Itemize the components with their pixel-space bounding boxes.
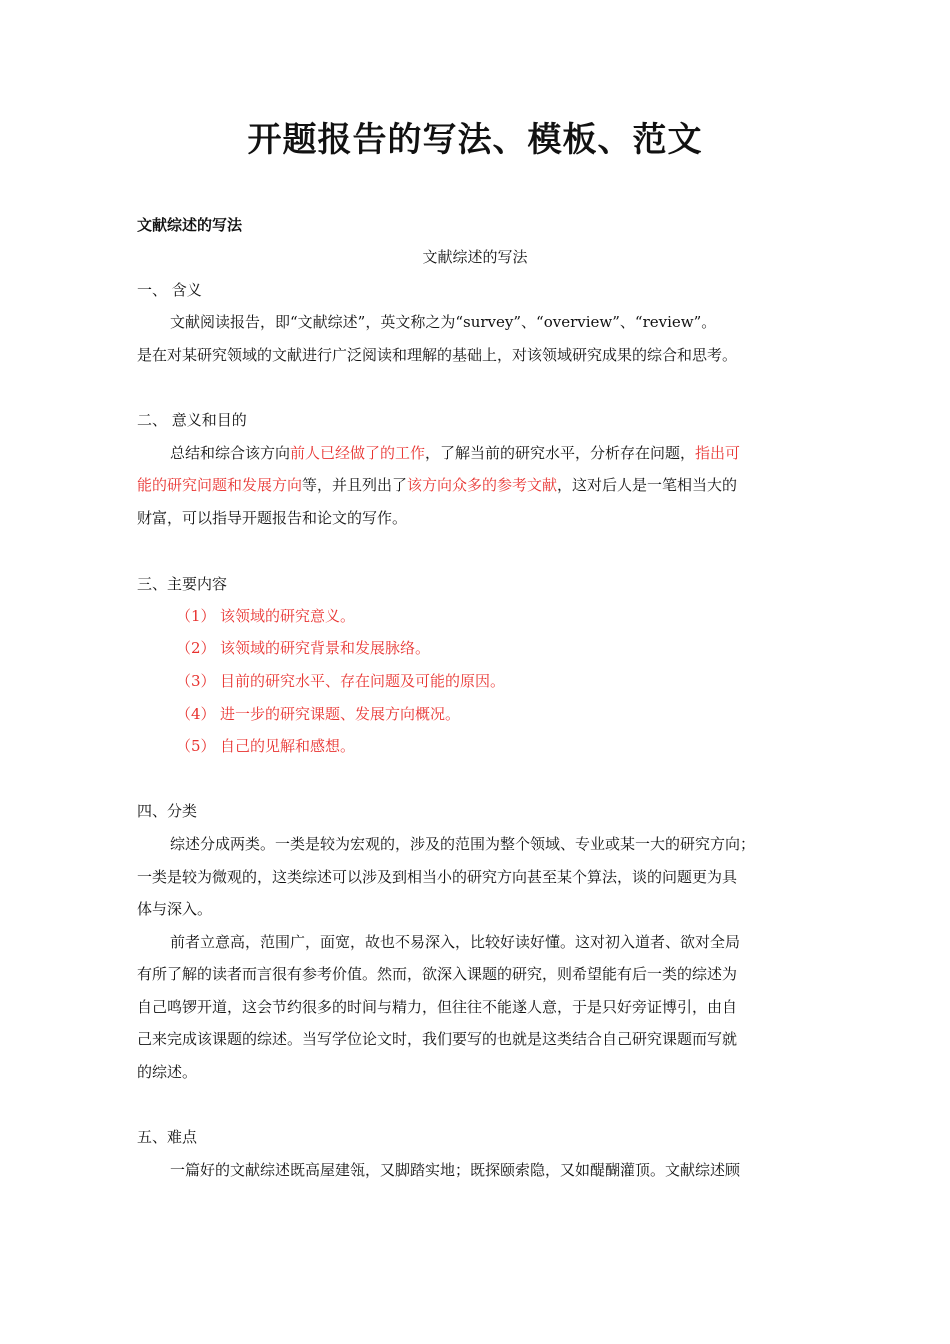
- list-item: [176, 703, 460, 725]
- plain-text: 等，并且列出了: [302, 476, 408, 494]
- list-item-number: （1）: [176, 607, 216, 625]
- highlight-text: 能的研究问题和发展方向: [137, 476, 303, 494]
- list-item: [176, 605, 355, 627]
- section-4-paragraph-2-line: 的综述。: [137, 1063, 198, 1081]
- section-3-heading: 三、主要内容: [137, 575, 228, 593]
- list-item-text: 该领域的研究背景和发展脉络。: [220, 639, 431, 657]
- plain-text: ，这对后人是一笔相当大的: [557, 476, 738, 494]
- section-2-line-1: [170, 442, 740, 464]
- list-item-text: 该领域的研究意义。: [220, 607, 356, 625]
- section-1-line-2: 是在对某研究领域的文献进行广泛阅读和理解的基础上，对该领域研究成果的综合和思考。: [137, 346, 738, 364]
- list-item: [176, 637, 430, 659]
- section-4-paragraph-1-line: 综述分成两类。一类是较为宏观的，涉及的范围为整个领域、专业或某一大的研究方向；: [170, 835, 756, 853]
- list-item-text: 目前的研究水平、存在问题及可能的原因。: [220, 672, 506, 690]
- section-4-paragraph-1-line: 体与深入。: [137, 900, 213, 918]
- highlight-text: 指出可: [695, 444, 741, 462]
- list-item: [176, 735, 355, 757]
- list-item-text: 自己的见解和感想。: [220, 737, 356, 755]
- section-2-heading: 二、 意义和目的: [137, 411, 247, 429]
- list-item: [176, 670, 505, 692]
- section-4-paragraph-2-line: 有所了解的读者而言很有参考价值。然而，欲深入课题的研究，则希望能有后一类的综述为: [137, 965, 738, 983]
- section-4-paragraph-2-line: 前者立意高，范围广，面宽，故也不易深入，比较好读好懂。这对初入道者、欲对全局: [170, 933, 741, 951]
- section-1-line-1: 文献阅读报告，即“文献综述”，英文称之为“survey”、“overview”、“review”。: [170, 313, 717, 331]
- section-4-heading: 四、分类: [137, 802, 198, 820]
- section-2-line-3: 财富，可以指导开题报告和论文的写作。: [137, 509, 408, 527]
- list-item-number: （3）: [176, 672, 216, 690]
- highlight-text: 该方向众多的参考文献: [407, 476, 558, 494]
- section-subheading: 文献综述的写法: [137, 216, 243, 234]
- list-item-number: （2）: [176, 639, 216, 657]
- section-4-paragraph-2-line: 自己鸣锣开道，这会节约很多的时间与精力，但往往不能遂人意，于是只好旁证博引，由自: [137, 998, 738, 1016]
- section-2-line-2: [137, 474, 737, 496]
- list-item-number: （5）: [176, 737, 216, 755]
- list-item-number: （4）: [176, 705, 216, 723]
- page-title: 开题报告的写法、模板、范文: [247, 120, 703, 160]
- center-heading: 文献综述的写法: [422, 248, 528, 266]
- section-4-paragraph-1-line: 一类是较为微观的，这类综述可以涉及到相当小的研究方向甚至某个算法，谈的问题更为具: [137, 868, 738, 886]
- plain-text: ，了解当前的研究水平，分析存在问题，: [425, 444, 696, 462]
- section-4-paragraph-2-line: 己来完成该课题的综述。当写学位论文时，我们要写的也就是这类结合自己研究课题而写就: [137, 1030, 738, 1048]
- plain-text: 总结和综合该方向: [170, 444, 291, 462]
- highlight-text: 前人已经做了的工作: [290, 444, 426, 462]
- section-1-heading: 一、 含义: [137, 281, 202, 299]
- section-5-line-1: 一篇好的文献综述既高屋建瓴，又脚踏实地；既探颐索隐，又如醍醐灌顶。文献综述顾: [170, 1161, 741, 1179]
- list-item-text: 进一步的研究课题、发展方向概况。: [220, 705, 461, 723]
- section-5-heading: 五、难点: [137, 1128, 198, 1146]
